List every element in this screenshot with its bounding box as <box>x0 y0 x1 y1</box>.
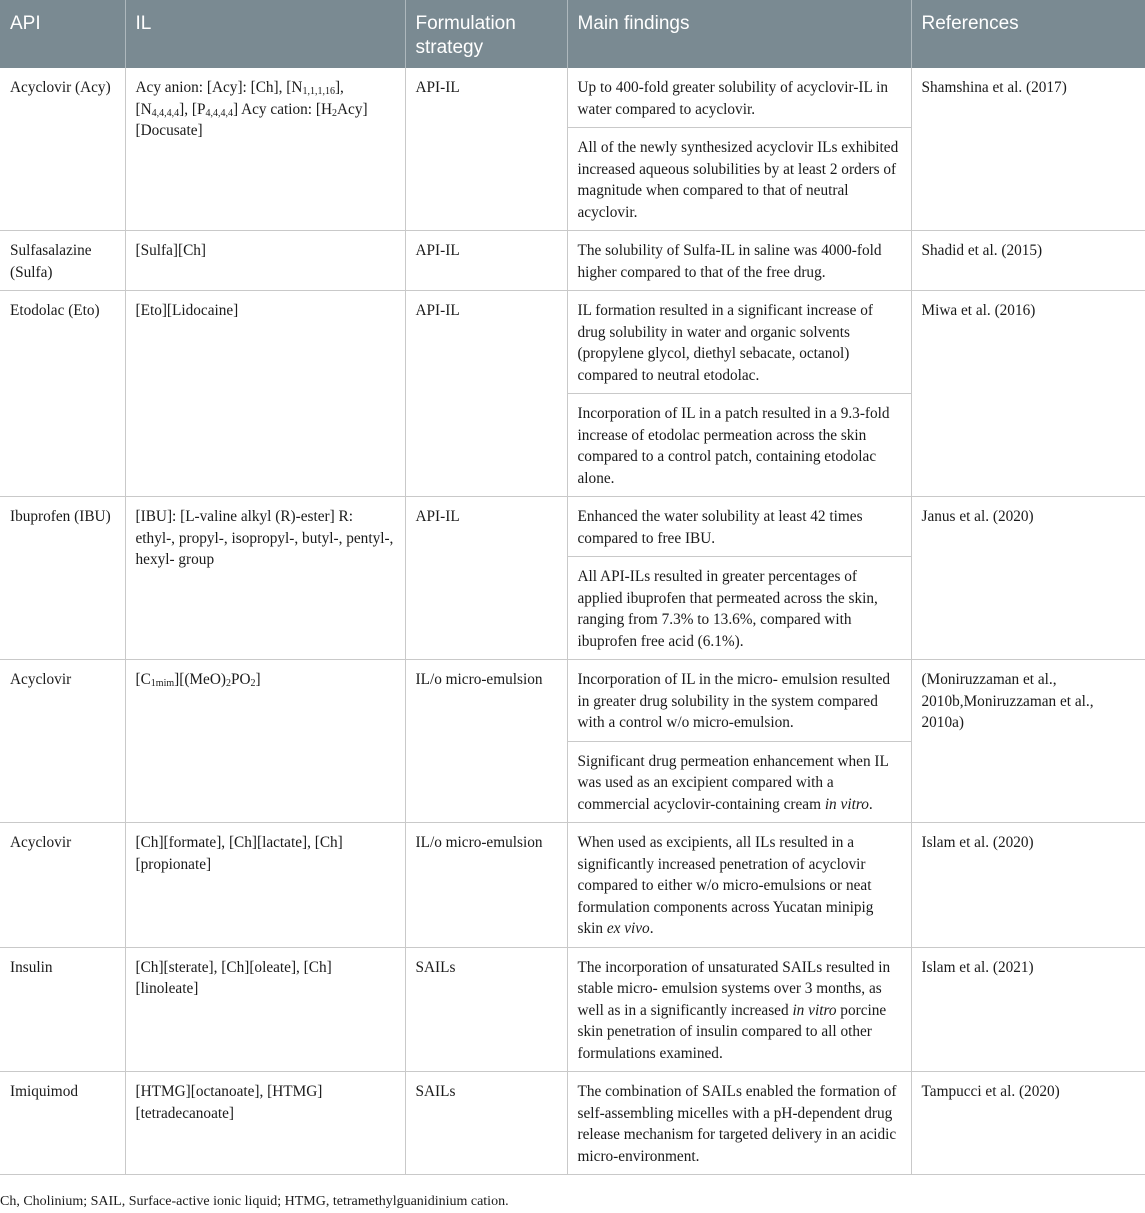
cell-api: Sulfasalazine (Sulfa) <box>0 231 125 291</box>
header-references: References <box>911 0 1145 68</box>
table-row <box>0 1072 1145 1175</box>
header-api: API <box>0 0 125 68</box>
cell-finding: Significant drug permeation enhancement when IL was used as an excipient compared with a commercial acyclovir-containing cream in vitro. <box>567 741 911 823</box>
cell-finding: Incorporation of IL in a patch resulted in a 9.3-fold increase of etodolac permeation across the skin compared to a control patch, containing etodolac alone. <box>567 394 911 497</box>
cell-il: Acy anion: [Acy]: [Ch], $[N_{1,1,1,16}]$, $[N_{4,4,4,4}]$, $[P_{4,4,4,4}]$ Acy cation: $[H_2Acy][Docusate]$ <box>125 68 405 231</box>
header-il: IL <box>125 0 405 68</box>
cell-formulation: IL/o micro-emulsion <box>405 660 567 823</box>
cell-reference: Tampucci et al. (2020) <box>911 1072 1145 1175</box>
cell-finding: Enhanced the water solubility at least 42 times compared to free IBU. <box>567 497 911 557</box>
cell-api: Acyclovir <box>0 823 125 948</box>
cell-finding: When used as excipients, all ILs resulted in a significantly increased penetration of acyclovir compared to either w/o micro-emulsions or neat formulation components across Yucatan minipig skin ex vivo. <box>567 823 911 948</box>
cell-formulation: API-IL <box>405 291 567 497</box>
cell-api: Acyclovir <box>0 660 125 823</box>
cell-api: Insulin <box>0 947 125 1072</box>
cell-reference: Janus et al. (2020) <box>911 497 1145 660</box>
cell-finding: IL formation resulted in a significant increase of drug solubility in water and organic solvents (propylene glycol, diethyl sebacate, octanol) compared to neutral etodolac. <box>567 291 911 394</box>
cell-finding: The solubility of Sulfa-IL in saline was 4000-fold higher compared to that of the free drug. <box>567 231 911 291</box>
cell-il: $[C_{1mim}][(MeO)_2PO_2]$ <box>125 660 405 823</box>
table-row <box>0 947 1145 1072</box>
cell-api: Etodolac (Eto) <box>0 291 125 497</box>
cell-finding: The combination of SAILs enabled the formation of self-assembling micelles with a pH-dependent drug release mechanism for targeted delivery in an acidic micro-environment. <box>567 1072 911 1175</box>
cell-il: [Ch][formate], [Ch][lactate], [Ch][propionate] <box>125 823 405 948</box>
cell-finding: All API-ILs resulted in greater percentages of applied ibuprofen that permeated across the skin, ranging from 7.3% to 13.6%, compared with ibuprofen free acid (6.1%). <box>567 557 911 660</box>
table-row <box>0 291 1145 394</box>
header-formulation-strategy: Formulation strategy <box>405 0 567 68</box>
cell-reference: Shamshina et al. (2017) <box>911 68 1145 231</box>
table-row <box>0 68 1145 128</box>
cell-formulation: API-IL <box>405 68 567 231</box>
cell-il: [Ch][sterate], [Ch][oleate], [Ch][linoleate] <box>125 947 405 1072</box>
cell-formulation: SAILs <box>405 1072 567 1175</box>
cell-reference: (Moniruzzaman et al., 2010b,Moniruzzaman et al., 2010a) <box>911 660 1145 823</box>
cell-formulation: IL/o micro-emulsion <box>405 823 567 948</box>
header-main-findings: Main findings <box>567 0 911 68</box>
cell-il: [HTMG][octanoate], [HTMG][tetradecanoate] <box>125 1072 405 1175</box>
cell-api: Imiquimod <box>0 1072 125 1175</box>
cell-il: [Eto][Lidocaine] <box>125 291 405 497</box>
table-row <box>0 823 1145 948</box>
cell-formulation: SAILs <box>405 947 567 1072</box>
cell-api: Ibuprofen (IBU) <box>0 497 125 660</box>
cell-formulation: API-IL <box>405 497 567 660</box>
cell-finding: The incorporation of unsaturated SAILs resulted in stable micro- emulsion systems over 3 months, as well as in a significantly increased in vitro porcine skin penetration of insulin compared to all other formulations examined. <box>567 947 911 1072</box>
cell-reference: Shadid et al. (2015) <box>911 231 1145 291</box>
cell-reference: Islam et al. (2021) <box>911 947 1145 1072</box>
table-row <box>0 497 1145 557</box>
cell-finding: All of the newly synthesized acyclovir ILs exhibited increased aqueous solubilities by at least 2 orders of magnitude when compared to that of neutral acyclovir. <box>567 128 911 231</box>
table-row <box>0 660 1145 742</box>
cell-finding: Incorporation of IL in the micro- emulsion resulted in greater drug solubility in the system compared with a control w/o micro-emulsion. <box>567 660 911 742</box>
table-footnote: Ch, Cholinium; SAIL, Surface-active ionic liquid; HTMG, tetramethylguanidinium cation. <box>0 1194 509 1209</box>
cell-il: [Sulfa][Ch] <box>125 231 405 291</box>
cell-reference: Islam et al. (2020) <box>911 823 1145 948</box>
cell-il: [IBU]: [L-valine alkyl (R)-ester] R: ethyl-, propyl-, isopropyl-, butyl-, pentyl-, hexyl- group <box>125 497 405 660</box>
table-row <box>0 231 1145 291</box>
header-row <box>0 0 1145 68</box>
cell-api: Acyclovir (Acy) <box>0 68 125 231</box>
cell-formulation: API-IL <box>405 231 567 291</box>
cell-finding: Up to 400-fold greater solubility of acyclovir-IL in water compared to acyclovir. <box>567 68 911 128</box>
cell-reference: Miwa et al. (2016) <box>911 291 1145 497</box>
